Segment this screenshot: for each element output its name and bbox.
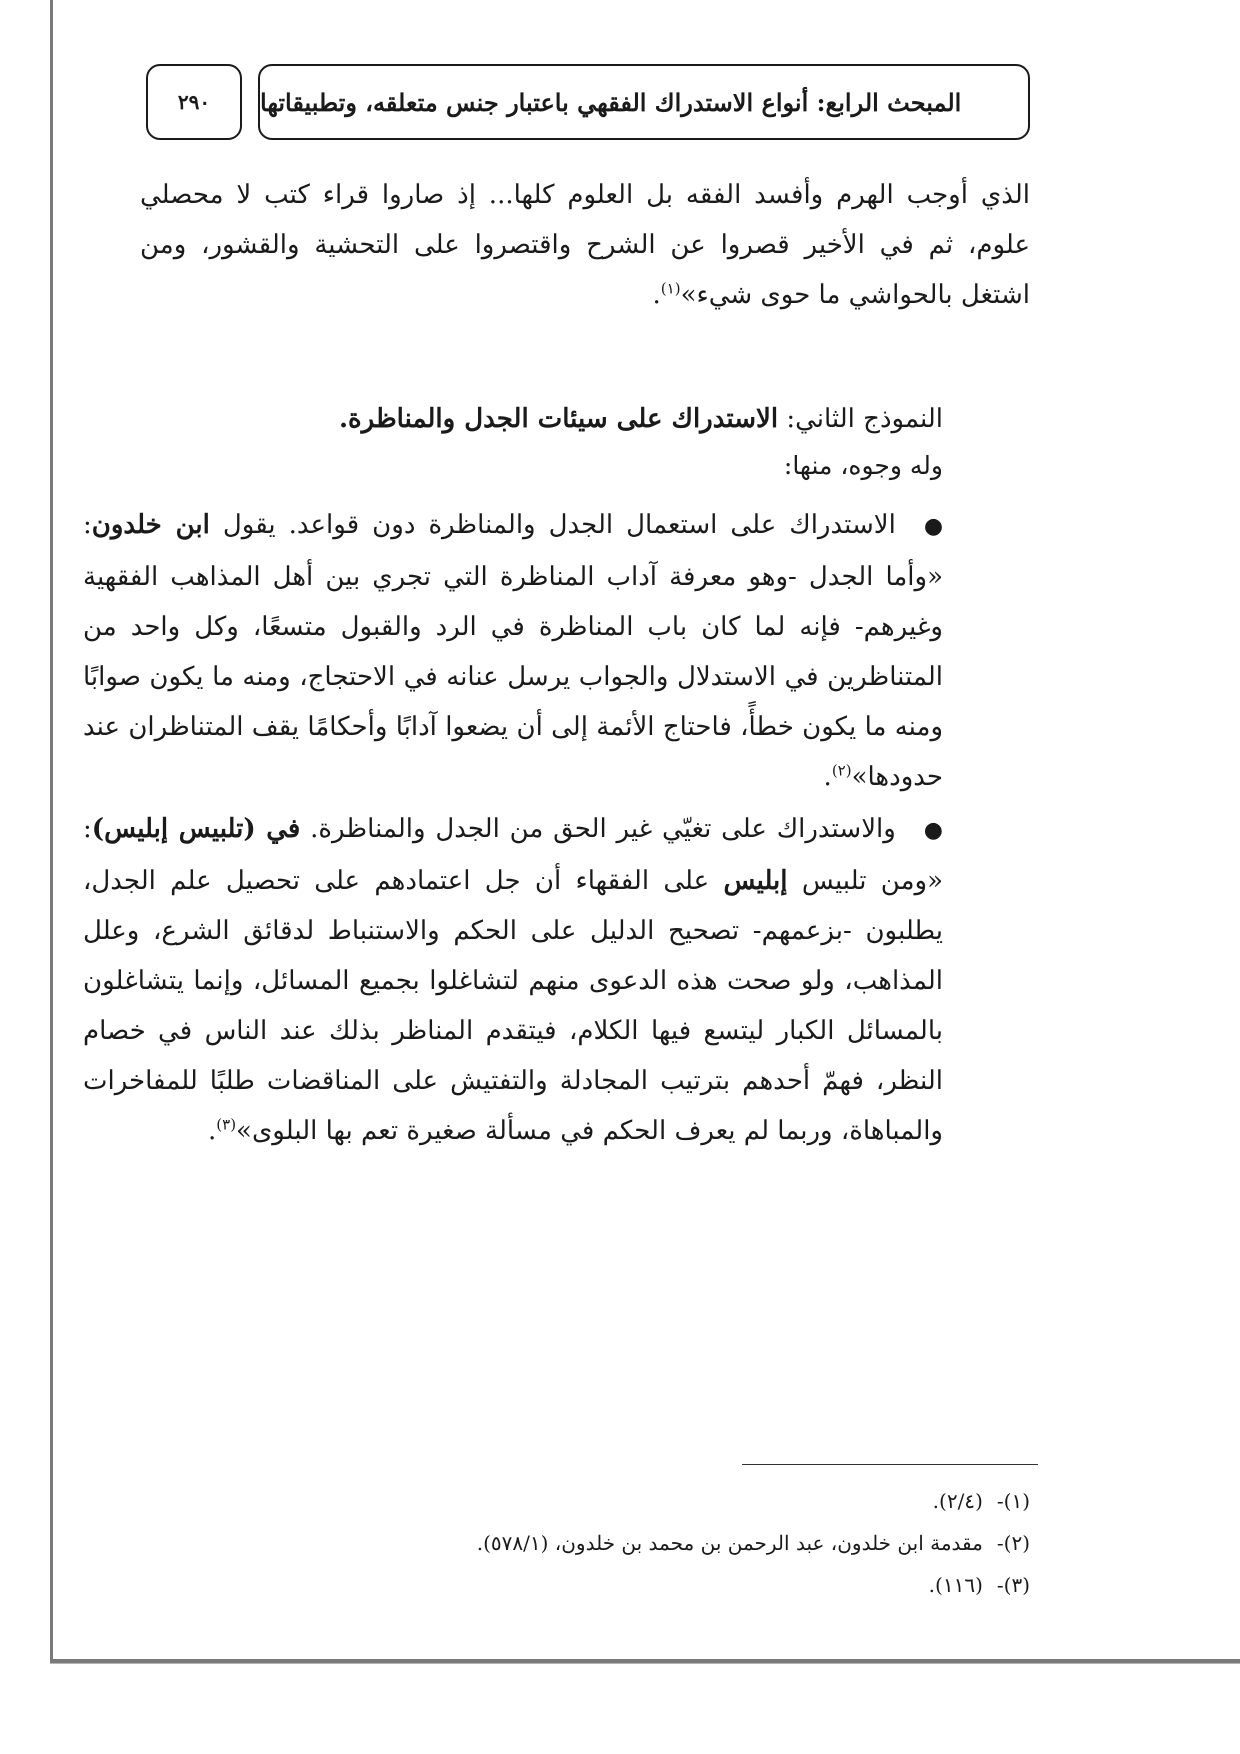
chapter-title: المبحث الرابع: أنواع الاستدراك الفقهي باعتبار جنس متعلقه، وتطبيقاتها <box>260 87 962 117</box>
bold-term: في (تلبيس إبليس) <box>91 814 301 844</box>
bullet-text: : «ومن تلبيس <box>83 814 943 896</box>
bullet-text: : «وأما الجدل -وهو معرفة آداب المناظرة التي تجري بين أهل المذاهب الفقهية وغيرهم- فإنه لما كان باب المناظرة في الرد والقبول متسعًا، وكل واحد من المتناظرين في الاستدلال والجواب يرسل عنانه في الاحتجاج، ومنه ما يكون صوابًا ومنه ما يكون خطأً، فاحتاج الأئمة إلى أن يضعوا آدابًا وأحكامًا يقف المتناظران عند حدودها» <box>83 510 943 792</box>
footnote-item <box>200 1564 1030 1606</box>
footnote-number: (٣)- <box>996 1573 1030 1597</box>
page-frame-bottom <box>50 1659 1240 1664</box>
footnote-ref: (١) <box>660 279 681 298</box>
bold-term: إبليس <box>723 866 788 896</box>
bullet-end: . <box>208 1116 217 1146</box>
page-number: ٢٩٠ <box>177 90 211 114</box>
page-number-box <box>146 64 242 140</box>
bullet-item <box>83 500 943 802</box>
footnote-number: (٢)- <box>996 1531 1030 1555</box>
footnote-text: (١١٦). <box>928 1573 983 1597</box>
bullet-dot-icon: ● <box>923 514 944 539</box>
footnote-item <box>200 1522 1030 1564</box>
intro-end: . <box>652 280 661 310</box>
chapter-header <box>258 64 1030 140</box>
bullet-end: . <box>823 762 832 792</box>
intro-text: الذي أوجب الهرم وأفسد الفقه بل العلوم كلها... إذ صاروا قراء كتب لا محصلي علوم، ثم في الأخير قصروا عن الشرح واقتصروا على التحشية والقشور، ومن اشتغل بالحواشي ما حوى شيء» <box>140 180 1030 310</box>
bullet-text: على الفقهاء أن جل اعتمادهم على تحصيل علم الجدل، يطلبون -بزعمهم- تصحيح الدليل على الحكم والاستنباط لدقائق الشرع، وعلل المذاهب، ولو صحت هذه الدعوى منهم لتشاغلوا بجميع المسائل، وإنما يتشاغلون بالمسائل الكبار ليتسع فيها الكلام، فيتقدم المناظر بذلك عند الناس في خصام النظر، فهمّ أحدهم بترتيب المجادلة والتفتيش على المناقضات طلبًا للمفاخرات والمباهاة، وربما لم يعرف الحكم في مسألة صغيرة تعم بها البلوى» <box>83 866 943 1146</box>
page-frame-left <box>50 0 53 1662</box>
section-heading-main: الاستدراك على سيئات الجدل والمناظرة. <box>338 404 779 434</box>
footnote-text: (٢/٤). <box>932 1489 983 1513</box>
section-heading-lead: النموذج الثاني: <box>786 404 943 434</box>
footnotes <box>200 1480 1030 1606</box>
footnote-ref: (٣) <box>216 1115 237 1134</box>
bullet-list <box>83 500 943 1158</box>
bullet-item <box>83 804 943 1156</box>
footnote-number: (١)- <box>996 1489 1030 1513</box>
bullet-text: الاستدراك على استعمال الجدل والمناظرة دون قواعد. يقول <box>209 510 896 540</box>
footnote-item <box>200 1480 1030 1522</box>
bold-term: ابن خلدون <box>91 510 210 540</box>
section-heading <box>339 394 943 444</box>
bullet-dot-icon: ● <box>923 818 943 843</box>
bullet-text: والاستدراك على تغيّي غير الحق من الجدل والمناظرة. <box>300 814 896 844</box>
footnote-ref: (٢) <box>831 761 852 780</box>
footnote-divider <box>742 1464 1038 1465</box>
section-subheading: وله وجوه، منها: <box>783 451 943 480</box>
intro-paragraph <box>140 170 1030 320</box>
footnote-text: مقدمة ابن خلدون، عبد الرحمن بن محمد بن خلدون، (٥٧٨/١). <box>476 1531 983 1555</box>
